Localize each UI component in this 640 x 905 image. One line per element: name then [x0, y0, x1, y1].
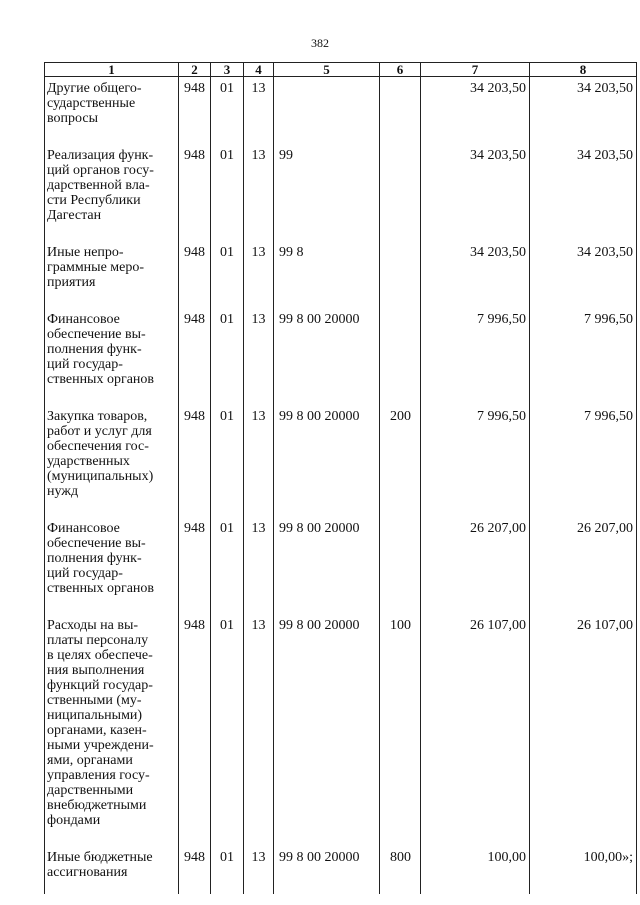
- header-col-1: 1: [45, 63, 179, 77]
- header-col-6: 6: [380, 63, 421, 77]
- row-expense-type-code: 100: [380, 614, 421, 828]
- row-target-article-code: 99 8: [274, 241, 380, 290]
- row-amount-col-7: 26 107,00: [421, 614, 530, 828]
- row-spacer: [45, 828, 637, 846]
- row-spacer: [45, 223, 637, 241]
- row-amount-col-8: 34 203,50: [530, 77, 637, 127]
- row-subsection-code: 13: [244, 77, 274, 127]
- row-expense-type-code: [380, 144, 421, 223]
- row-ministry-code: 948: [179, 308, 211, 387]
- table-row: [45, 77, 637, 127]
- row-ministry-code: 948: [179, 144, 211, 223]
- row-spacer: [45, 880, 637, 894]
- row-subsection-code: 13: [244, 241, 274, 290]
- header-col-5: 5: [274, 63, 380, 77]
- row-amount-col-8: 7 996,50: [530, 405, 637, 499]
- row-amount-col-7: 34 203,50: [421, 241, 530, 290]
- row-subsection-code: 13: [244, 517, 274, 596]
- row-target-article-code: 99 8 00 20000: [274, 517, 380, 596]
- row-amount-col-7: 34 203,50: [421, 144, 530, 223]
- row-target-article-code: 99 8 00 20000: [274, 614, 380, 828]
- row-target-article-code: [274, 77, 380, 127]
- row-amount-col-8: 7 996,50: [530, 308, 637, 387]
- row-subsection-code: 13: [244, 614, 274, 828]
- row-target-article-code: 99 8 00 20000: [274, 308, 380, 387]
- row-target-article-code: 99 8 00 20000: [274, 846, 380, 880]
- row-amount-col-7: 26 207,00: [421, 517, 530, 596]
- table-body: [45, 77, 637, 895]
- row-section-code: 01: [211, 405, 244, 499]
- row-amount-col-7: 34 203,50: [421, 77, 530, 127]
- row-section-code: 01: [211, 846, 244, 880]
- row-spacer: [45, 126, 637, 144]
- row-amount-col-7: 100,00: [421, 846, 530, 880]
- row-amount-col-7: 7 996,50: [421, 405, 530, 499]
- row-section-code: 01: [211, 517, 244, 596]
- row-name-cell: Реализация функ- ций органов госу- дарственной вла- сти Республики Дагестан: [45, 144, 179, 223]
- row-amount-col-8: 26 207,00: [530, 517, 637, 596]
- row-subsection-code: 13: [244, 405, 274, 499]
- row-amount-col-7: 7 996,50: [421, 308, 530, 387]
- row-ministry-code: 948: [179, 241, 211, 290]
- row-ministry-code: 948: [179, 77, 211, 127]
- table-row: [45, 517, 637, 596]
- row-name-cell: Финансовое обеспечение вы- полнения функ- ций государ- ственных органов: [45, 517, 179, 596]
- budget-table: [44, 62, 637, 894]
- row-subsection-code: 13: [244, 308, 274, 387]
- row-name-cell: Расходы на вы- платы персоналу в целях обеспече- ния выполнения функций государ- ственными (му- ниципальными) органами, казен- ными учреждени- ями, органами управления госу- дарственными внебюджетными фондами: [45, 614, 179, 828]
- row-spacer: [45, 596, 637, 614]
- row-spacer: [45, 499, 637, 517]
- table-row: [45, 241, 637, 290]
- table-row: [45, 308, 637, 387]
- row-ministry-code: 948: [179, 517, 211, 596]
- row-amount-col-8: 100,00»;: [530, 846, 637, 880]
- table-row: [45, 405, 637, 499]
- table-row: [45, 614, 637, 828]
- row-expense-type-code: 800: [380, 846, 421, 880]
- header-col-7: 7: [421, 63, 530, 77]
- row-expense-type-code: [380, 517, 421, 596]
- row-name-cell: Закупка товаров, работ и услуг для обеспечения гос- ударственных (муниципальных) нужд: [45, 405, 179, 499]
- row-expense-type-code: [380, 77, 421, 127]
- row-amount-col-8: 34 203,50: [530, 241, 637, 290]
- row-ministry-code: 948: [179, 614, 211, 828]
- row-expense-type-code: 200: [380, 405, 421, 499]
- row-target-article-code: 99: [274, 144, 380, 223]
- row-amount-col-8: 26 107,00: [530, 614, 637, 828]
- row-expense-type-code: [380, 308, 421, 387]
- row-section-code: 01: [211, 308, 244, 387]
- row-name-cell: Иные бюджетные ассигнования: [45, 846, 179, 880]
- row-target-article-code: 99 8 00 20000: [274, 405, 380, 499]
- header-col-3: 3: [211, 63, 244, 77]
- row-subsection-code: 13: [244, 144, 274, 223]
- row-subsection-code: 13: [244, 846, 274, 880]
- table-row: [45, 846, 637, 880]
- header-col-2: 2: [179, 63, 211, 77]
- table-row: [45, 144, 637, 223]
- table-header-row: [45, 63, 637, 77]
- row-section-code: 01: [211, 614, 244, 828]
- header-col-4: 4: [244, 63, 274, 77]
- row-name-cell: Иные непро- граммные меро- приятия: [45, 241, 179, 290]
- row-ministry-code: 948: [179, 405, 211, 499]
- row-name-cell: Другие общего- сударственные вопросы: [45, 77, 179, 127]
- page-number: 382: [311, 36, 329, 50]
- row-spacer: [45, 387, 637, 405]
- row-ministry-code: 948: [179, 846, 211, 880]
- row-spacer: [45, 290, 637, 308]
- row-name-cell: Финансовое обеспечение вы- полнения функ- ций государ- ственных органов: [45, 308, 179, 387]
- row-section-code: 01: [211, 241, 244, 290]
- header-col-8: 8: [530, 63, 637, 77]
- row-section-code: 01: [211, 77, 244, 127]
- row-amount-col-8: 34 203,50: [530, 144, 637, 223]
- row-expense-type-code: [380, 241, 421, 290]
- row-section-code: 01: [211, 144, 244, 223]
